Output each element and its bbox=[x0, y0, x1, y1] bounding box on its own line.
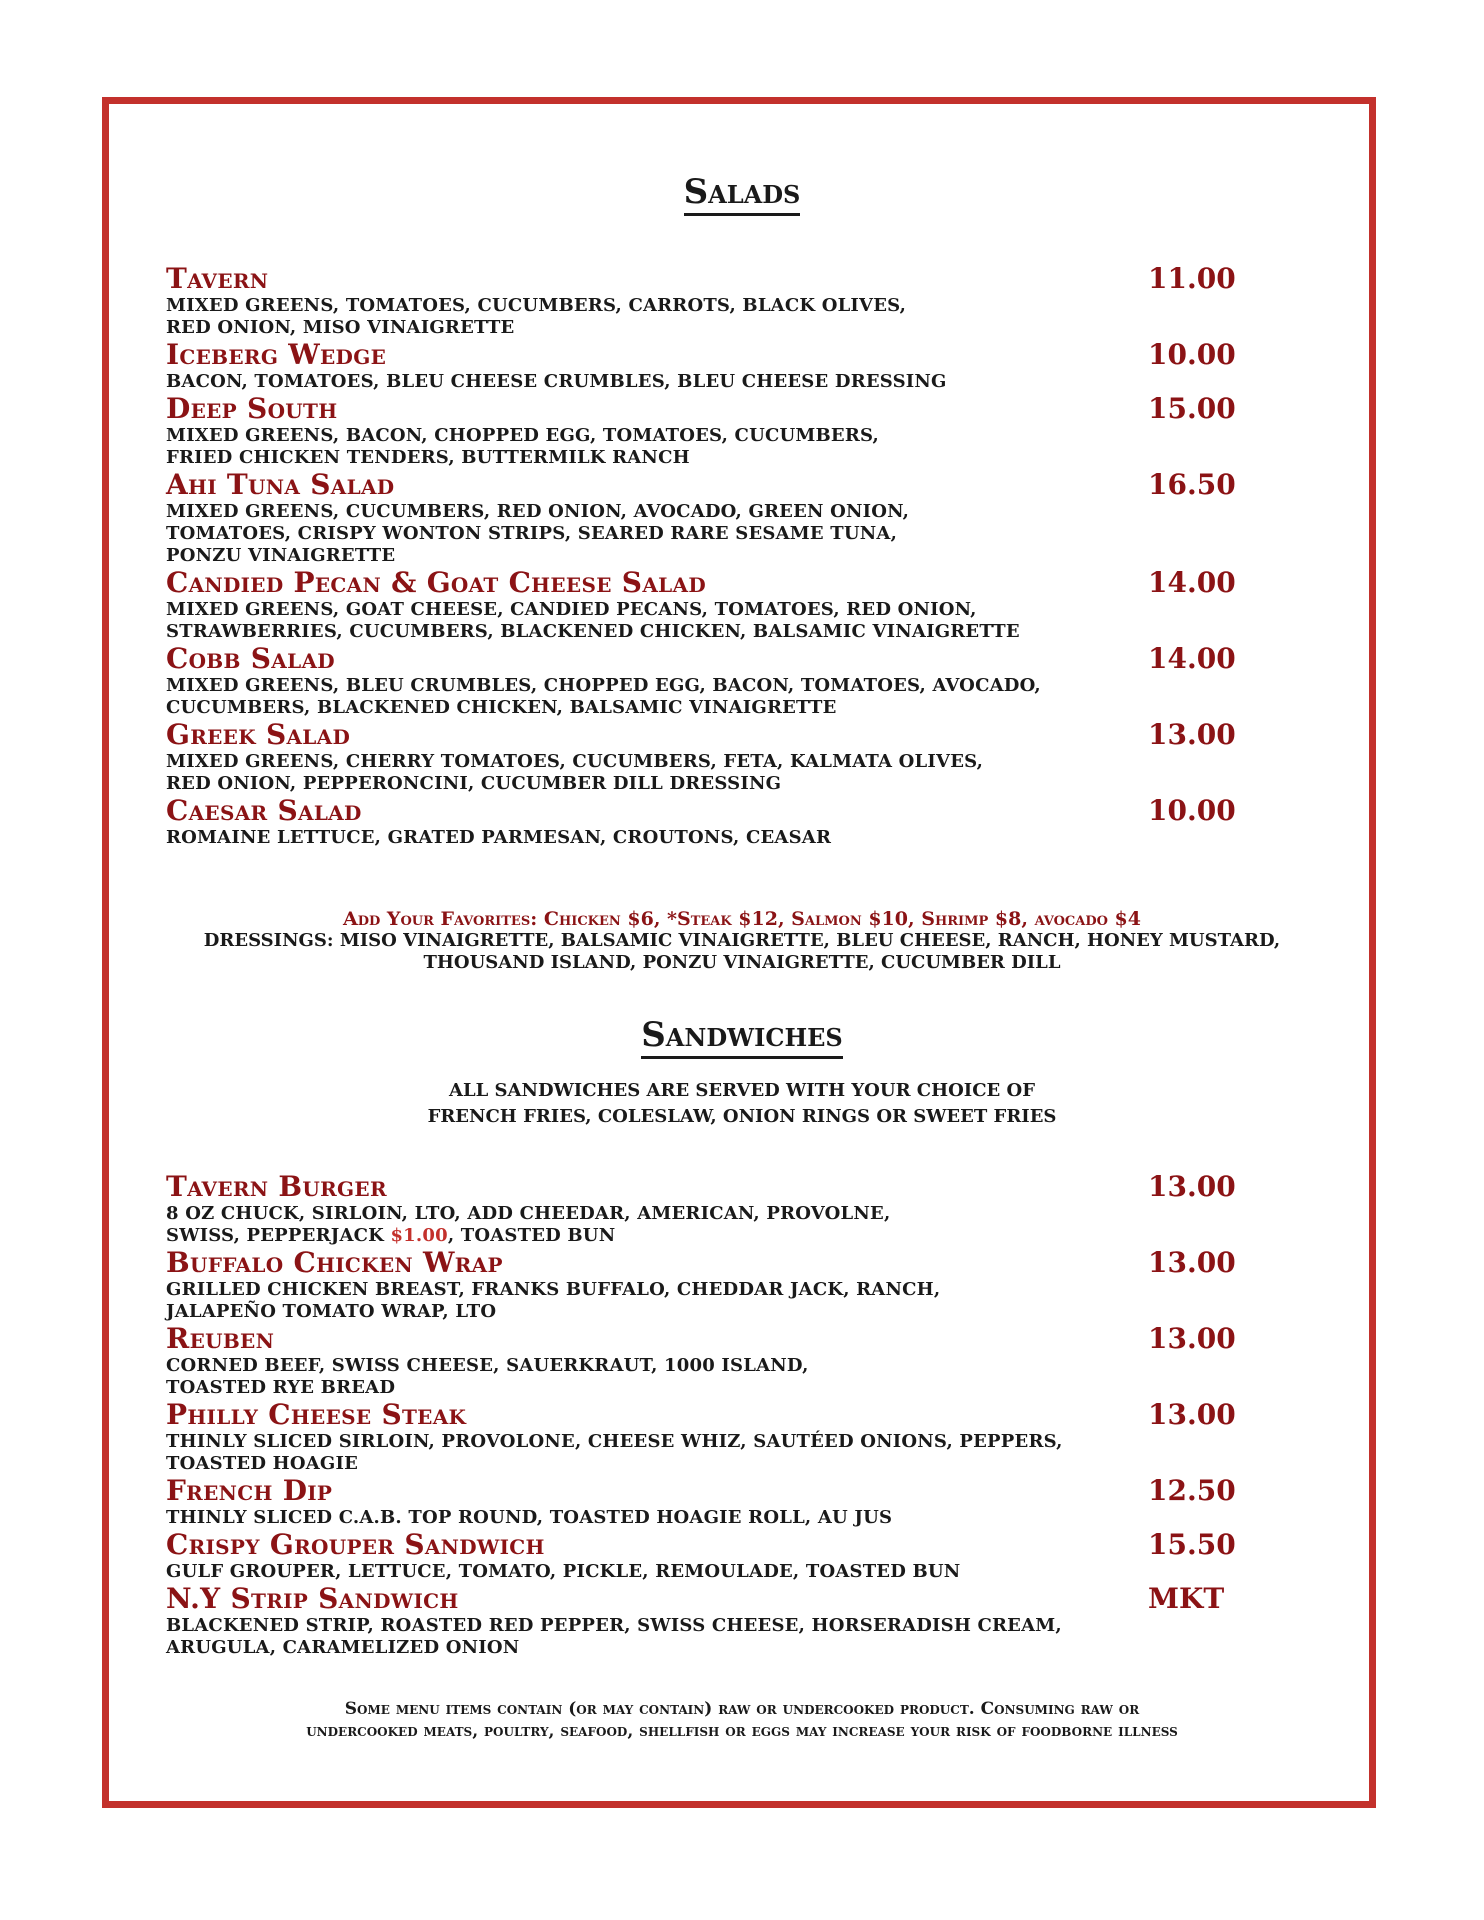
sandwiches-note: ALL SANDWICHES ARE SERVED WITH YOUR CHOICE OF FRENCH FRIES, COLESLAW, ONION RINGS OR SWEET FRIES bbox=[427, 1080, 1057, 1127]
menu-item bbox=[166, 1400, 1256, 1475]
item-name: French Dip bbox=[166, 1474, 333, 1507]
menu-item bbox=[166, 720, 1256, 795]
menu-item bbox=[166, 644, 1256, 719]
item-name: Reuben bbox=[166, 1322, 275, 1355]
item-description: THINLY SLICED SIRLOIN, PROVOLONE, CHEESE WHIZ, SAUTÉED ONIONS, PEPPERS, TOASTED HOAGIE bbox=[166, 1431, 1063, 1474]
item-name: Iceberg Wedge bbox=[166, 338, 387, 371]
consumer-advisory: Some menu items contain (or may contain) raw or undercooked product. Consuming raw or undercooked meats, poultry, seafood, shellfish or eggs may increase your risk of foodborne illness bbox=[306, 1699, 1178, 1741]
item-price: 14.00 bbox=[1148, 642, 1236, 675]
item-description: BACON, TOMATOES, BLEU CHEESE CRUMBLES, BLEU CHEESE DRESSING bbox=[166, 371, 947, 392]
item-price: 12.50 bbox=[1148, 1474, 1236, 1507]
item-price: 13.00 bbox=[1148, 718, 1236, 751]
add-favorites-line: Add Your Favorites: Chicken $6, *Steak $12, Salmon $10, Shrimp $8, avocado $4 bbox=[343, 908, 1141, 930]
menu-item bbox=[166, 340, 1256, 393]
item-price: 13.00 bbox=[1148, 1322, 1236, 1355]
item-price: 10.00 bbox=[1148, 338, 1236, 371]
menu-item bbox=[166, 1248, 1256, 1323]
item-description: BLACKENED STRIP, ROASTED RED PEPPER, SWISS CHEESE, HORSERADISH CREAM, ARUGULA, CARAMELIZED ONION bbox=[166, 1615, 1062, 1658]
dressings-list: DRESSINGS: MISO VINAIGRETTE, BALSAMIC VINAIGRETTE, BLEU CHEESE, RANCH, HONEY MUSTARD, THOUSAND ISLAND, PONZU VINAIGRETTE, CUCUMBER DILL bbox=[203, 930, 1281, 973]
item-description: GULF GROUPER, LETTUCE, TOMATO, PICKLE, REMOULADE, TOASTED BUN bbox=[166, 1561, 961, 1582]
item-price: 15.00 bbox=[1148, 392, 1236, 425]
item-name: Greek Salad bbox=[166, 718, 351, 751]
item-price: 13.00 bbox=[1148, 1398, 1236, 1431]
item-description: MIXED GREENS, CUCUMBERS, RED ONION, AVOCADO, GREEN ONION, TOMATOES, CRISPY WONTON STRIPS, SEARED RARE SESAME TUNA, PONZU VINAIGRETTE bbox=[166, 501, 910, 566]
menu-item bbox=[166, 1584, 1256, 1659]
item-price: 14.00 bbox=[1148, 566, 1236, 599]
item-description: MIXED GREENS, CHERRY TOMATOES, CUCUMBERS, FETA, KALMATA OLIVES, RED ONION, PEPPERONCINI, CUCUMBER DILL DRESSING bbox=[166, 751, 984, 794]
menu-item bbox=[166, 1324, 1256, 1399]
item-name: Cobb Salad bbox=[166, 642, 335, 675]
item-price: 15.50 bbox=[1148, 1528, 1236, 1561]
item-description: MIXED GREENS, BLEU CRUMBLES, CHOPPED EGG, BACON, TOMATOES, AVOCADO, CUCUMBERS, BLACKENED CHICKEN, BALSAMIC VINAIGRETTE bbox=[166, 675, 1041, 718]
item-description: MIXED GREENS, TOMATOES, CUCUMBERS, CARROTS, BLACK OLIVES, RED ONION, MISO VINAIGRETTE bbox=[166, 295, 907, 338]
menu-item bbox=[166, 470, 1256, 567]
item-name: Caesar Salad bbox=[166, 794, 362, 827]
item-name: Tavern Burger bbox=[166, 1170, 387, 1203]
item-name: Deep South bbox=[166, 392, 338, 425]
menu-item bbox=[166, 1476, 1256, 1529]
item-description: THINLY SLICED C.A.B. TOP ROUND, TOASTED HOAGIE ROLL, AU JUS bbox=[166, 1507, 893, 1528]
menu-item bbox=[166, 394, 1256, 469]
item-description: GRILLED CHICKEN BREAST, FRANKS BUFFALO, CHEDDAR JACK, RANCH, JALAPEÑO TOMATO WRAP, LTO bbox=[166, 1279, 941, 1322]
menu-item bbox=[166, 796, 1256, 849]
item-description: CORNED BEEF, SWISS CHEESE, SAUERKRAUT, 1000 ISLAND, TOASTED RYE BREAD bbox=[166, 1355, 809, 1398]
menu-item bbox=[166, 568, 1256, 643]
item-name: Tavern bbox=[166, 262, 269, 295]
item-price: 13.00 bbox=[1148, 1246, 1236, 1279]
item-price: 16.50 bbox=[1148, 468, 1236, 501]
salads-title: Salads bbox=[0, 172, 1484, 212]
item-price: MKT bbox=[1148, 1582, 1225, 1615]
item-price: 11.00 bbox=[1148, 262, 1236, 295]
item-name: Philly Cheese Steak bbox=[166, 1398, 467, 1431]
item-price: 10.00 bbox=[1148, 794, 1236, 827]
menu-item bbox=[166, 1172, 1256, 1247]
salad-extras bbox=[0, 908, 1484, 974]
add-on-price: $1.00 bbox=[390, 1225, 448, 1246]
item-description: ROMAINE LETTUCE, GRATED PARMESAN, CROUTONS, CEASAR bbox=[166, 827, 832, 848]
item-description: 8 OZ CHUCK, SIRLOIN, LTO, ADD CHEEDAR, AMERICAN, PROVOLNE, SWISS, PEPPERJACK $1.00, TOASTED BUN bbox=[166, 1203, 891, 1246]
item-name: Candied Pecan & Goat Cheese Salad bbox=[166, 566, 706, 599]
item-description: MIXED GREENS, GOAT CHEESE, CANDIED PECANS, TOMATOES, RED ONION, STRAWBERRIES, CUCUMBERS, BLACKENED CHICKEN, BALSAMIC VINAIGRETTE bbox=[166, 599, 1020, 642]
item-price: 13.00 bbox=[1148, 1170, 1236, 1203]
item-description: MIXED GREENS, BACON, CHOPPED EGG, TOMATOES, CUCUMBERS, FRIED CHICKEN TENDERS, BUTTERMILK RANCH bbox=[166, 425, 880, 468]
item-name: Ahi Tuna Salad bbox=[166, 468, 395, 501]
sandwiches-title: Sandwiches bbox=[0, 1015, 1484, 1055]
item-name: Crispy Grouper Sandwich bbox=[166, 1528, 545, 1561]
item-name: Buffalo Chicken Wrap bbox=[166, 1246, 503, 1279]
menu-item bbox=[166, 1530, 1256, 1583]
item-name: N.Y Strip Sandwich bbox=[166, 1582, 459, 1615]
menu-item bbox=[166, 264, 1256, 339]
